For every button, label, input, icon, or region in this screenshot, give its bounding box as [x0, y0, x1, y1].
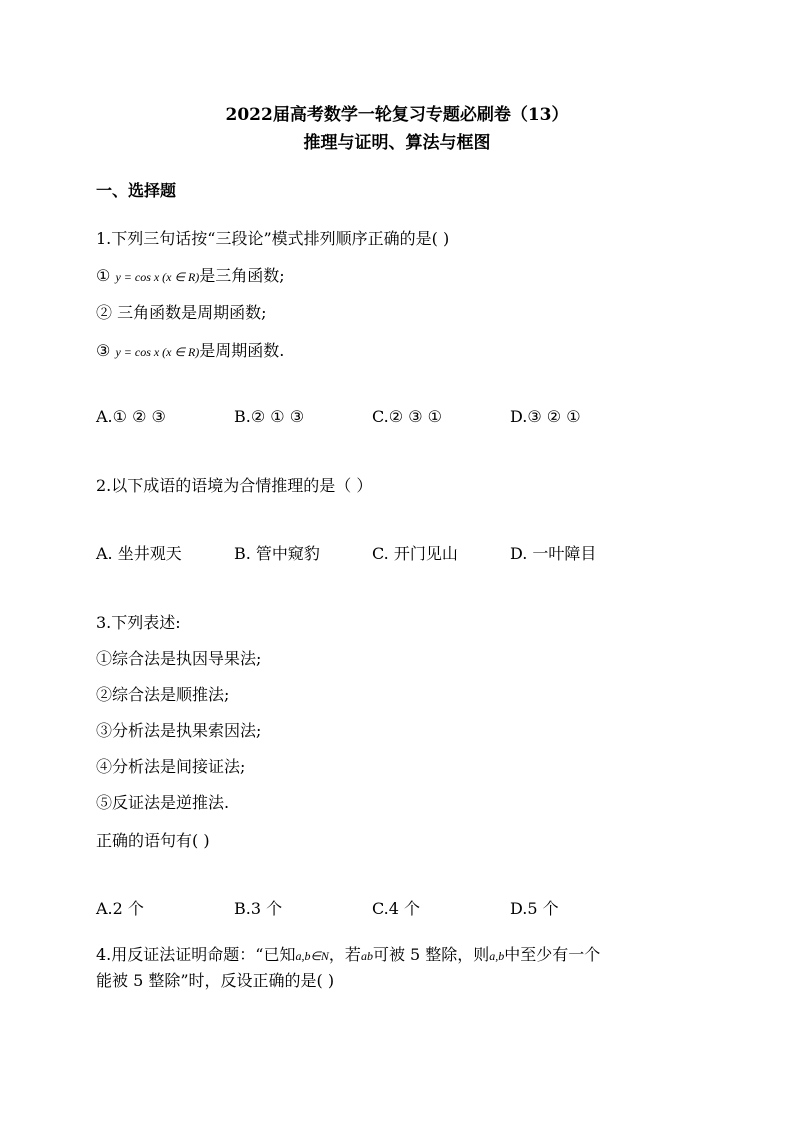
q4-formula: a,b — [489, 949, 505, 963]
q3-option-c[interactable]: C.4 个 — [372, 899, 421, 918]
q1-item-number: ③ — [96, 341, 111, 360]
q4-text: 可被 5 整除，则 — [372, 945, 490, 964]
q1-item — [96, 300, 267, 323]
q3-item: ⑤反证法是逆推法. — [96, 793, 230, 812]
q1-item-text: 三角函数是周期函数; — [117, 303, 267, 322]
q1-item — [96, 338, 284, 361]
q4-stem-line2: 能被 5 整除”时，反设正确的是( ) — [96, 971, 335, 990]
q3-question: 正确的语句有( ) — [96, 831, 210, 850]
q1-item-formula: y = cos x (x ∈ R) — [115, 345, 200, 359]
q3-item: ②综合法是顺推法; — [96, 685, 230, 704]
q3-item: ③分析法是执果索因法; — [96, 721, 262, 740]
q1-item-number: ① — [96, 266, 111, 285]
q1-item-text: 是周期函数. — [199, 341, 285, 360]
q2-option-d[interactable]: D. 一叶障目 — [510, 544, 597, 563]
q1-option-a[interactable]: A.① ② ③ — [96, 407, 166, 426]
q3-option-a[interactable]: A.2 个 — [96, 899, 144, 918]
q3-stem: 3.下列表述: — [96, 613, 181, 632]
q4-text: 4.用反证法证明命题：“已知 — [96, 945, 296, 964]
q1-option-b[interactable]: B.② ① ③ — [234, 407, 305, 426]
q2-stem: 2.以下成语的语境为合情推理的是（ ） — [96, 476, 373, 495]
q4-formula: ab — [360, 949, 373, 963]
q1-option-d[interactable]: D.③ ② ① — [510, 407, 581, 426]
section-heading: 一、选择题 — [96, 181, 177, 200]
q1-item — [96, 263, 285, 286]
q4-stem-line1 — [96, 942, 600, 965]
q1-item-text: 是三角函数; — [199, 266, 285, 285]
page-title: 2022届高考数学一轮复习专题必刷卷（13） — [225, 105, 569, 125]
q3-item: ①综合法是执因导果法; — [96, 649, 262, 668]
q3-item: ④分析法是间接证法; — [96, 757, 246, 776]
q3-option-d[interactable]: D.5 个 — [510, 899, 559, 918]
q2-option-b[interactable]: B. 管中窥豹 — [234, 544, 320, 563]
q1-stem: 1.下列三句话按“三段论”模式排列顺序正确的是( ) — [96, 229, 450, 248]
q2-option-a[interactable]: A. 坐井观天 — [96, 544, 182, 563]
q1-item-formula: y = cos x (x ∈ R) — [115, 270, 200, 284]
q2-option-c[interactable]: C. 开门见山 — [372, 544, 458, 563]
q4-text: ，若 — [328, 945, 361, 964]
q4-formula: a,b∈N — [295, 949, 329, 963]
q3-option-b[interactable]: B.3 个 — [234, 899, 283, 918]
q1-option-c[interactable]: C.② ③ ① — [372, 407, 442, 426]
q4-text: 中至少有一个 — [504, 945, 601, 964]
page-subtitle: 推理与证明、算法与框图 — [303, 133, 491, 153]
q1-item-number: ② — [96, 303, 113, 322]
